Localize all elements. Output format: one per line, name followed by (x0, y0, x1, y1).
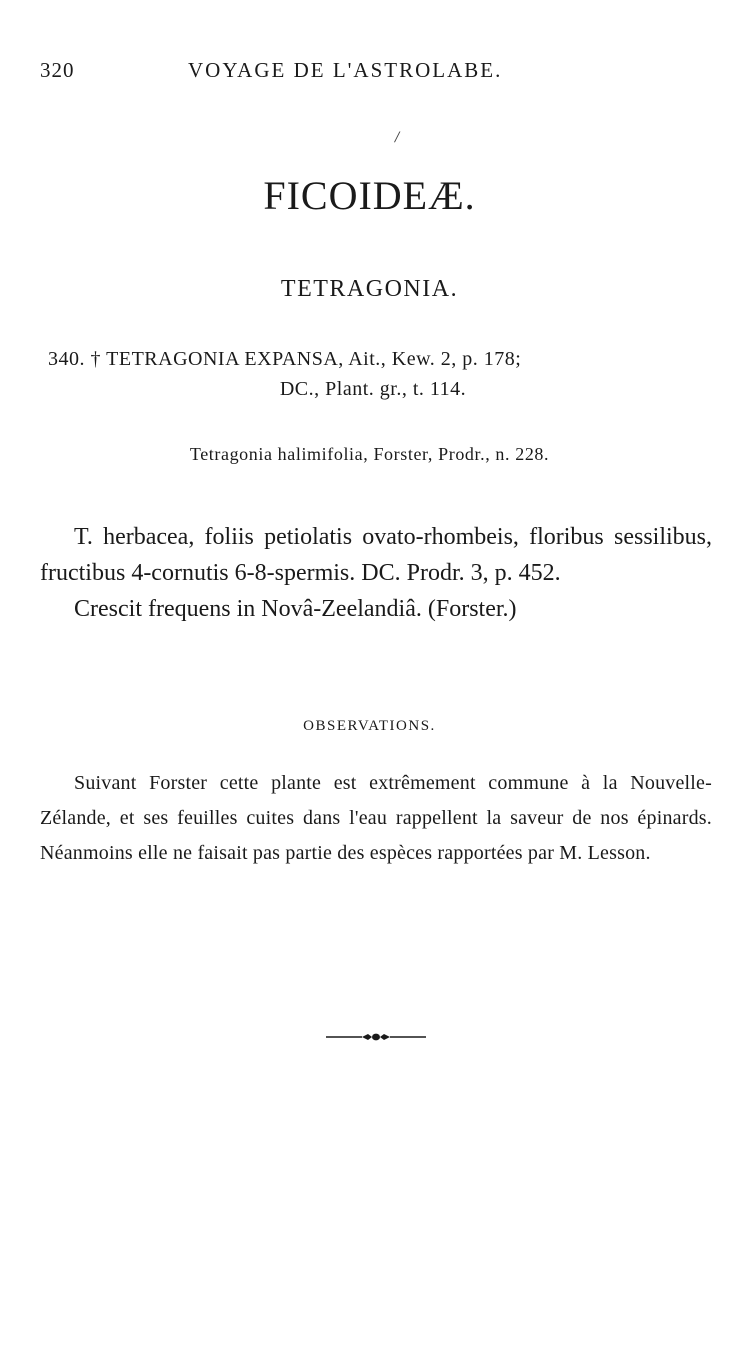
habitat-text: Crescit frequens in Novâ-Zeelandiâ. (Forster.) (74, 596, 517, 622)
running-title: VOYAGE DE L'ASTROLABE. (188, 58, 503, 82)
species-line-1: 340. † TETRAGONIA EXPANSA, Ait., Kew. 2, p. 178; (48, 348, 522, 370)
family-title: FICOIDEÆ. (263, 173, 476, 218)
running-header (40, 58, 700, 88)
observations-heading: OBSERVATIONS. (303, 718, 436, 734)
tailpiece-ornament-icon (326, 1030, 426, 1044)
printer-mark: / (395, 130, 400, 145)
species-entry (40, 344, 706, 404)
page-number: 320 (40, 58, 75, 82)
species-line-2: DC., Plant. gr., t. 114. (279, 378, 467, 400)
diagnosis-text: T. herbacea, foliis petiolatis ovato-rhombeis, floribus sessilibus, fructibus 4-cornutis 6-8-spermis. DC. Prodr. 3, p. 452. (40, 524, 712, 586)
synonym: Tetragonia halimifolia, Forster, Prodr., n. 228. (189, 444, 550, 464)
observations-text: Suivant Forster cette plante est extrêmement commune à la Nouvelle-Zélande, et ses feuilles cuites dans l'eau rappellent la saveur de nos épinards. Néanmoins elle ne faisait pas partie des espèces rapportées par M. Lesson. (40, 772, 712, 864)
diagnosis (40, 519, 712, 627)
genus-title: TETRAGONIA. (280, 276, 459, 302)
